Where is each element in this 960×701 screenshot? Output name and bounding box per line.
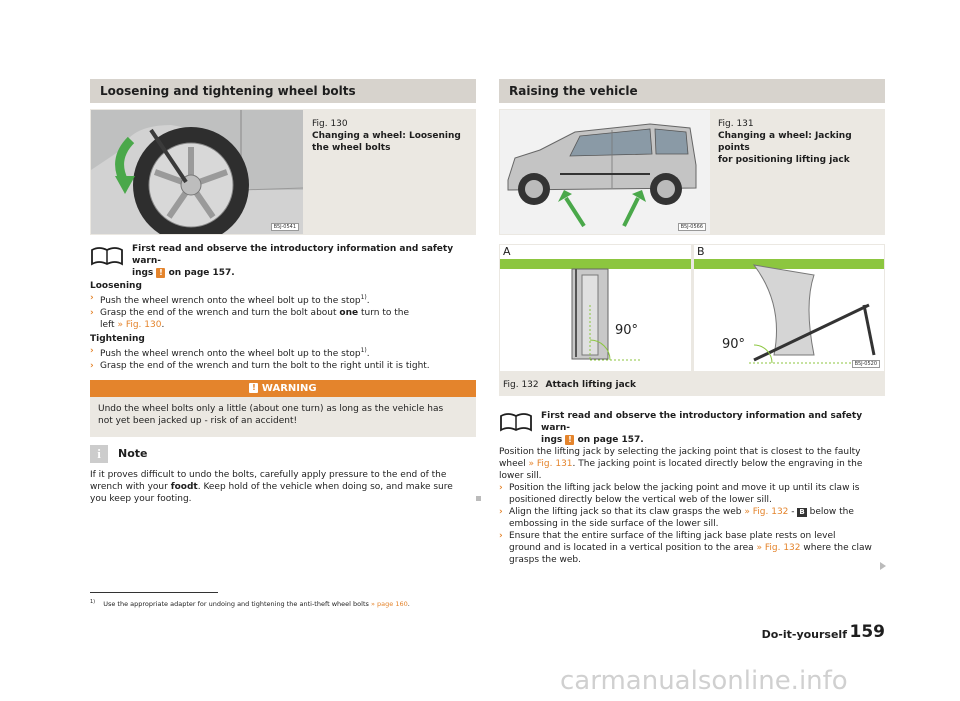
figure-131-number: Fig. 131 bbox=[718, 119, 754, 129]
figure-130-number: Fig. 130 bbox=[312, 119, 348, 129]
tightening-step-2: › Grasp the end of the wrench and turn the bolt to the right until it is tight. bbox=[90, 361, 430, 371]
note-line-2 bbox=[90, 481, 480, 493]
panel-b-badge: B bbox=[799, 508, 805, 516]
footnote-rule bbox=[90, 592, 218, 593]
warning-line-2: not yet been jacked up - risk of an accident! bbox=[98, 416, 298, 426]
warning-icon: ! bbox=[565, 435, 574, 445]
left-intro-page[interactable]: on page 157. bbox=[168, 268, 235, 278]
warning-box bbox=[90, 380, 476, 437]
panel-a-label: A bbox=[503, 245, 511, 258]
footnote-text: Use the appropriate adapter for undoing and tightening the anti-theft wheel bolts bbox=[103, 600, 369, 609]
note-text: . Keep hold of the vehicle when doing so, and make sure bbox=[197, 482, 453, 492]
warning-header bbox=[90, 380, 476, 397]
raise-step-1: › Position the lifting jack below the jacking point and move it up until its claw is positioned directly below the vertical web of the lower sill. bbox=[499, 483, 860, 505]
book-icon bbox=[90, 244, 124, 268]
footnote-ref: 1) bbox=[360, 294, 367, 301]
figure-132-panel-a bbox=[500, 245, 691, 371]
step-text: Ensure that the entire surface of the lifting jack base plate rests on level bbox=[509, 531, 836, 541]
section-heading-right: Raising the vehicle bbox=[499, 79, 885, 103]
tightening-step-1: › Push the wheel wrench onto the wheel bolt up to the stop$^{1)}$. bbox=[90, 346, 370, 359]
step-text: left bbox=[100, 320, 115, 330]
footnote-mark: 1) bbox=[90, 599, 96, 605]
para-line-1: Position the lifting jack by selecting the jacking point that is closest to the faulty bbox=[499, 447, 861, 457]
car-illustration bbox=[500, 110, 710, 234]
footnote-page-link[interactable]: » page 160 bbox=[370, 600, 408, 609]
step-text: Push the wheel wrench onto the wheel bolt up to the stop bbox=[100, 349, 361, 359]
step-text: below the bbox=[809, 507, 854, 517]
note-line-1: If it proves difficult to undo the bolts, carefully apply pressure to the end of the bbox=[90, 470, 447, 480]
figure-132-title: Attach lifting jack bbox=[545, 380, 636, 390]
footnote-end: . bbox=[407, 600, 410, 609]
loosening-step-1: › Push the wheel wrench onto the wheel bolt up to the stop$^{1)}$. bbox=[90, 293, 370, 306]
figure-132-code: B5J-0520 bbox=[852, 360, 880, 368]
fig-132-link[interactable]: » Fig. 132 bbox=[756, 543, 801, 553]
para-line-3: lower sill. bbox=[499, 471, 542, 481]
figure-131 bbox=[499, 109, 885, 235]
footer bbox=[700, 622, 885, 646]
step-text: grasps the web. bbox=[509, 555, 581, 565]
left-intro-text: ings bbox=[132, 268, 154, 278]
step-text: Push the wheel wrench onto the wheel bolt up to the stop bbox=[100, 296, 361, 306]
raise-step-3: › Ensure that the entire surface of the lifting jack base plate rests on level ground and is located in a vertical position to the area » Fig. 132 where the claw grasps the web. bbox=[499, 531, 872, 565]
left-intro bbox=[132, 243, 477, 279]
left-intro-line-1: First read and observe the introductory information and safety warn- bbox=[132, 244, 454, 266]
loosening-heading: Loosening bbox=[90, 281, 142, 291]
warning-icon: ! bbox=[249, 383, 258, 393]
jack-panel-b bbox=[694, 245, 884, 371]
fig-130-link[interactable]: » Fig. 130 bbox=[117, 320, 162, 330]
warning-icon: ! bbox=[156, 268, 165, 278]
figure-132-panel-b bbox=[694, 245, 884, 371]
warning-line-1: Undo the wheel bolts only a little (about one turn) as long as the vehicle has bbox=[98, 404, 444, 414]
loosening-block bbox=[90, 280, 480, 331]
figure-132-number: Fig. 132 bbox=[503, 380, 539, 390]
footnote-ref: 1) bbox=[360, 347, 367, 354]
step-end: . bbox=[366, 349, 370, 359]
note-text: wrench with your bbox=[90, 482, 168, 492]
step-text: Position the lifting jack below the jacking point and move it up until its claw is bbox=[509, 483, 860, 493]
figure-130-image bbox=[91, 110, 303, 234]
step-text: embossing in the side surface of the lower sill. bbox=[509, 519, 719, 529]
section-end-mark bbox=[476, 496, 481, 501]
right-intro-line-1: First read and observe the introductory information and safety warn- bbox=[541, 411, 863, 433]
figure-130 bbox=[90, 109, 476, 235]
panel-b-label: B bbox=[697, 245, 705, 258]
step-end: . bbox=[161, 320, 165, 330]
note-bold: foodt bbox=[170, 482, 198, 492]
step-bold: one bbox=[339, 308, 359, 318]
watermark: carmanualsonline.info bbox=[560, 666, 848, 696]
note-header bbox=[90, 445, 480, 465]
right-intro bbox=[541, 410, 886, 446]
step-text: where the claw bbox=[803, 543, 872, 553]
figure-131-caption bbox=[718, 118, 883, 166]
panel-a-angle: 90° bbox=[615, 323, 639, 338]
step-text: Align the lifting jack so that its claw grasps the web bbox=[509, 507, 742, 517]
continue-arrow-icon bbox=[880, 562, 886, 570]
right-body bbox=[499, 446, 889, 566]
warning-body bbox=[90, 397, 476, 437]
footer-page-number: 159 bbox=[849, 622, 885, 642]
figure-132 bbox=[499, 244, 885, 396]
book-icon bbox=[499, 410, 533, 434]
figure-131-title-1: Changing a wheel: Jacking points bbox=[718, 131, 852, 153]
figure-131-title-2: for positioning lifting jack bbox=[718, 155, 850, 165]
wheel-illustration bbox=[91, 110, 303, 234]
figure-130-caption bbox=[312, 118, 472, 154]
tightening-block bbox=[90, 333, 480, 372]
figure-130-title-2: the wheel bolts bbox=[312, 143, 391, 153]
left-intro-line-2 bbox=[132, 267, 477, 279]
figure-130-title-1: Changing a wheel: Loosening bbox=[312, 131, 461, 141]
right-intro-line-2 bbox=[541, 434, 886, 446]
info-icon: i bbox=[90, 445, 108, 463]
note-body bbox=[90, 469, 480, 505]
loosening-step-2: › Grasp the end of the wrench and turn the bolt about one turn to the left » Fig. 130. bbox=[90, 308, 409, 330]
step-text: ground and is located in a vertical position to the area bbox=[509, 543, 754, 553]
figure-131-image bbox=[500, 110, 710, 234]
fig-132-link[interactable]: » Fig. 132 bbox=[744, 507, 789, 517]
tightening-heading: Tightening bbox=[90, 334, 145, 344]
step-text: - bbox=[791, 507, 795, 517]
right-intro-text: ings bbox=[541, 435, 563, 445]
step-end: . bbox=[366, 296, 370, 306]
figure-131-code: B5J-0566 bbox=[678, 223, 706, 231]
para-line-2 bbox=[499, 458, 889, 470]
step-text: turn to the bbox=[360, 308, 409, 318]
panel-b-angle: 90° bbox=[722, 337, 746, 352]
figure-130-code: B5J-0541 bbox=[271, 223, 299, 231]
step-text: positioned directly below the vertical web of the lower sill. bbox=[509, 495, 772, 505]
raise-step-2: › Align the lifting jack so that its claw grasps the web » Fig. 132 - B below the embossing in the side surface of the lower sill. bbox=[499, 507, 854, 529]
jack-panel-a bbox=[500, 245, 691, 371]
note-label: Note bbox=[118, 447, 148, 460]
footnote bbox=[90, 598, 790, 609]
step-text: Grasp the end of the wrench and turn the bolt about bbox=[100, 308, 337, 318]
para-text: . The jacking point is located directly below the engraving in the bbox=[572, 459, 863, 469]
note-line-3: you keep your footing. bbox=[90, 494, 192, 504]
right-intro-page[interactable]: on page 157. bbox=[577, 435, 644, 445]
fig-131-link[interactable]: » Fig. 131 bbox=[528, 459, 573, 469]
warning-label: WARNING bbox=[261, 383, 317, 394]
footer-section: Do-it-yourself bbox=[761, 628, 847, 641]
para-text: wheel bbox=[499, 459, 526, 469]
section-heading-left: Loosening and tightening wheel bolts bbox=[90, 79, 476, 103]
note-box bbox=[90, 445, 480, 505]
step-text: Grasp the end of the wrench and turn the bolt to the right until it is tight. bbox=[100, 361, 430, 371]
figure-132-caption bbox=[503, 379, 636, 391]
